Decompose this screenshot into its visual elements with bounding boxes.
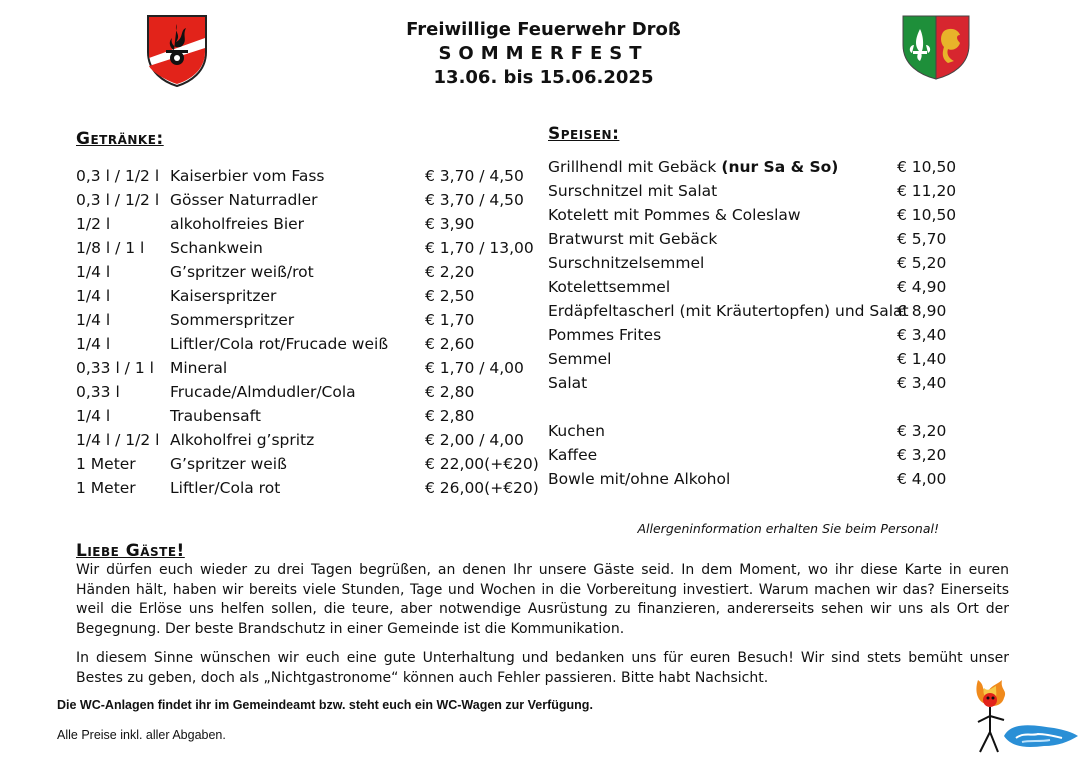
drink-name: Alkoholfrei g’spritz xyxy=(170,431,315,449)
food-row xyxy=(548,323,968,347)
food-price: € 5,20 xyxy=(897,254,947,272)
drinks-title: Getränke: xyxy=(76,129,164,149)
food-extra-name: Kaffee xyxy=(548,446,598,464)
page-header xyxy=(0,18,1087,90)
food-extra-price: € 4,00 xyxy=(897,470,947,488)
drink-row xyxy=(76,164,546,188)
food-extra-name: Kuchen xyxy=(548,422,605,440)
food-price: € 5,70 xyxy=(897,230,947,248)
drink-size: 1 Meter xyxy=(76,455,136,473)
org-name: Freiwillige Feuerwehr Droß xyxy=(406,19,681,40)
drink-size: 0,3 l / 1/2 l xyxy=(76,167,160,185)
drink-row xyxy=(76,356,546,380)
drink-price: € 1,70 / 4,00 xyxy=(425,359,524,377)
food-row xyxy=(548,179,968,203)
food-title: Speisen: xyxy=(548,124,620,144)
drink-name: G’spritzer weiß xyxy=(170,455,287,473)
food-row xyxy=(548,155,968,179)
food-price: € 10,50 xyxy=(897,206,957,224)
drink-name: Gösser Naturradler xyxy=(170,191,318,209)
drink-name: Schankwein xyxy=(170,239,263,257)
drink-size: 0,33 l xyxy=(76,383,120,401)
drink-row xyxy=(76,404,546,428)
food-name xyxy=(548,179,717,203)
drink-price: € 2,80 xyxy=(425,383,475,401)
food-name-text: Surschnitzel mit Salat xyxy=(548,182,718,200)
drink-price: € 1,70 xyxy=(425,311,475,329)
food-row xyxy=(548,371,968,395)
drink-name: Kaiserbier vom Fass xyxy=(170,167,325,185)
drink-price: € 2,60 xyxy=(425,335,475,353)
food-row xyxy=(548,203,968,227)
drink-name: Liftler/Cola rot xyxy=(170,479,281,497)
food-row xyxy=(548,227,968,251)
drink-size: 1/4 l / 1/2 l xyxy=(76,431,160,449)
food-price: € 4,90 xyxy=(897,278,947,296)
food-extra-price: € 3,20 xyxy=(897,446,947,464)
drink-row xyxy=(76,236,546,260)
fire-mascot-illustration xyxy=(968,676,1080,758)
food-extra-row xyxy=(548,443,968,467)
drink-row xyxy=(76,332,546,356)
food-name-text: Pommes Frites xyxy=(548,326,662,344)
food-name xyxy=(548,227,717,251)
wc-note: Die WC-Anlagen findet ihr im Gemeindeamt bzw. steht euch ein WC-Wagen zur Verfügung. xyxy=(57,698,593,712)
food-extra-price: € 3,20 xyxy=(897,422,947,440)
drink-price: € 2,20 xyxy=(425,263,475,281)
food-name-text: Erdäpfeltascherl (mit Kräutertopfen) und Salat xyxy=(548,302,909,320)
drink-price: € 2,80 xyxy=(425,407,475,425)
food-name-text: Surschnitzelsemmel xyxy=(548,254,705,272)
food-extra-name: Bowle mit/ohne Alkohol xyxy=(548,470,731,488)
drink-price: € 3,70 / 4,50 xyxy=(425,167,524,185)
drink-size: 1/4 l xyxy=(76,335,111,353)
food-price: € 1,40 xyxy=(897,350,947,368)
drink-name: Sommerspritzer xyxy=(170,311,295,329)
drink-name: Frucade/Almdudler/Cola xyxy=(170,383,356,401)
food-price: € 3,40 xyxy=(897,326,947,344)
food-name xyxy=(548,251,704,275)
food-name-text: Semmel xyxy=(548,350,612,368)
food-name xyxy=(548,299,909,323)
food-row xyxy=(548,275,968,299)
food-name xyxy=(548,347,611,371)
drink-price: € 3,70 / 4,50 xyxy=(425,191,524,209)
drink-row xyxy=(76,308,546,332)
drink-row xyxy=(76,428,546,452)
drink-name: Liftler/Cola rot/Frucade weiß xyxy=(170,335,389,353)
food-extra-row xyxy=(548,419,968,443)
drink-size: 1 Meter xyxy=(76,479,136,497)
drink-price: € 22,00(+€20) xyxy=(425,455,539,473)
drink-row xyxy=(76,476,546,500)
food-name xyxy=(548,155,838,179)
food-name-text: Kotelettsemmel xyxy=(548,278,671,296)
food-price: € 11,20 xyxy=(897,182,957,200)
food-name xyxy=(548,203,801,227)
food-price: € 8,90 xyxy=(897,302,947,320)
food-extra-row xyxy=(548,467,968,491)
food-row xyxy=(548,251,968,275)
food-name-text: Grillhendl mit Gebäck xyxy=(548,158,717,176)
drink-row xyxy=(76,380,546,404)
drink-size: 1/4 l xyxy=(76,287,111,305)
food-name xyxy=(548,323,661,347)
drink-name: Mineral xyxy=(170,359,228,377)
drink-size: 1/8 l / 1 l xyxy=(76,239,145,257)
guests-paragraph-1: Wir dürfen euch wieder zu drei Tagen begrüßen, an denen Ihr unsere Gäste seid. In dem Moment, wo ihr diese Karte in euren Händen hält, haben wir bereits viele Stunden, Tage und Wochen in die Vorbereitung investiert. Warum machen wir das? Einerseits weil die Erlöse uns helfen sollen, die teure, aber notwendige Ausrüstung zu finanzieren, andererseits sehen wir uns als Ort der Begegnung. Der beste Brandschutz in einer Gemeinde ist die Kommunikation. xyxy=(76,562,1009,637)
drink-price: € 26,00(+€20) xyxy=(425,479,539,497)
food-name-text: Bratwurst mit Gebäck xyxy=(548,230,718,248)
drink-name: G’spritzer weiß/rot xyxy=(170,263,314,281)
food-price: € 10,50 xyxy=(897,158,957,176)
drink-row xyxy=(76,188,546,212)
drink-size: 1/2 l xyxy=(76,215,111,233)
food-name-text: Kotelett mit Pommes & Coleslaw xyxy=(548,206,801,224)
drink-size: 1/4 l xyxy=(76,263,111,281)
food-row xyxy=(548,347,968,371)
drink-price: € 2,00 / 4,00 xyxy=(425,431,524,449)
drink-row xyxy=(76,260,546,284)
drink-name: Traubensaft xyxy=(170,407,261,425)
drink-price: € 1,70 / 13,00 xyxy=(425,239,534,257)
drink-size: 1/4 l xyxy=(76,407,111,425)
food-name xyxy=(548,275,670,299)
event-dates: 13.06. bis 15.06.2025 xyxy=(433,67,654,88)
price-note: Alle Preise inkl. aller Abgaben. xyxy=(57,728,226,742)
drink-size: 0,3 l / 1/2 l xyxy=(76,191,160,209)
drink-price: € 3,90 xyxy=(425,215,475,233)
drink-size: 1/4 l xyxy=(76,311,111,329)
food-name xyxy=(548,371,587,395)
food-name-text: Salat xyxy=(548,374,588,392)
drink-name: Kaiserspritzer xyxy=(170,287,277,305)
drink-name: alkoholfreies Bier xyxy=(170,215,305,233)
food-row xyxy=(548,299,968,323)
guests-title: Liebe Gäste! xyxy=(76,541,185,561)
drink-price: € 2,50 xyxy=(425,287,475,305)
drink-size: 0,33 l / 1 l xyxy=(76,359,154,377)
food-price: € 3,40 xyxy=(897,374,947,392)
event-title: SOMMERFEST xyxy=(438,43,649,64)
drink-row xyxy=(76,284,546,308)
guests-paragraph-2: In diesem Sinne wünschen wir euch eine gute Unterhaltung und bedanken uns für euren Besuch! Wir sind stets bemüht unser Bestes zu geben, doch als „Nichtgastronome“ können auch Fehler passieren. Bitte habt Nachsicht. xyxy=(76,650,1009,686)
allergy-note: Allergeninformation erhalten Sie beim Personal! xyxy=(637,521,939,536)
drink-row xyxy=(76,452,546,476)
food-note: (nur Sa & So) xyxy=(721,158,839,176)
drink-row xyxy=(76,212,546,236)
